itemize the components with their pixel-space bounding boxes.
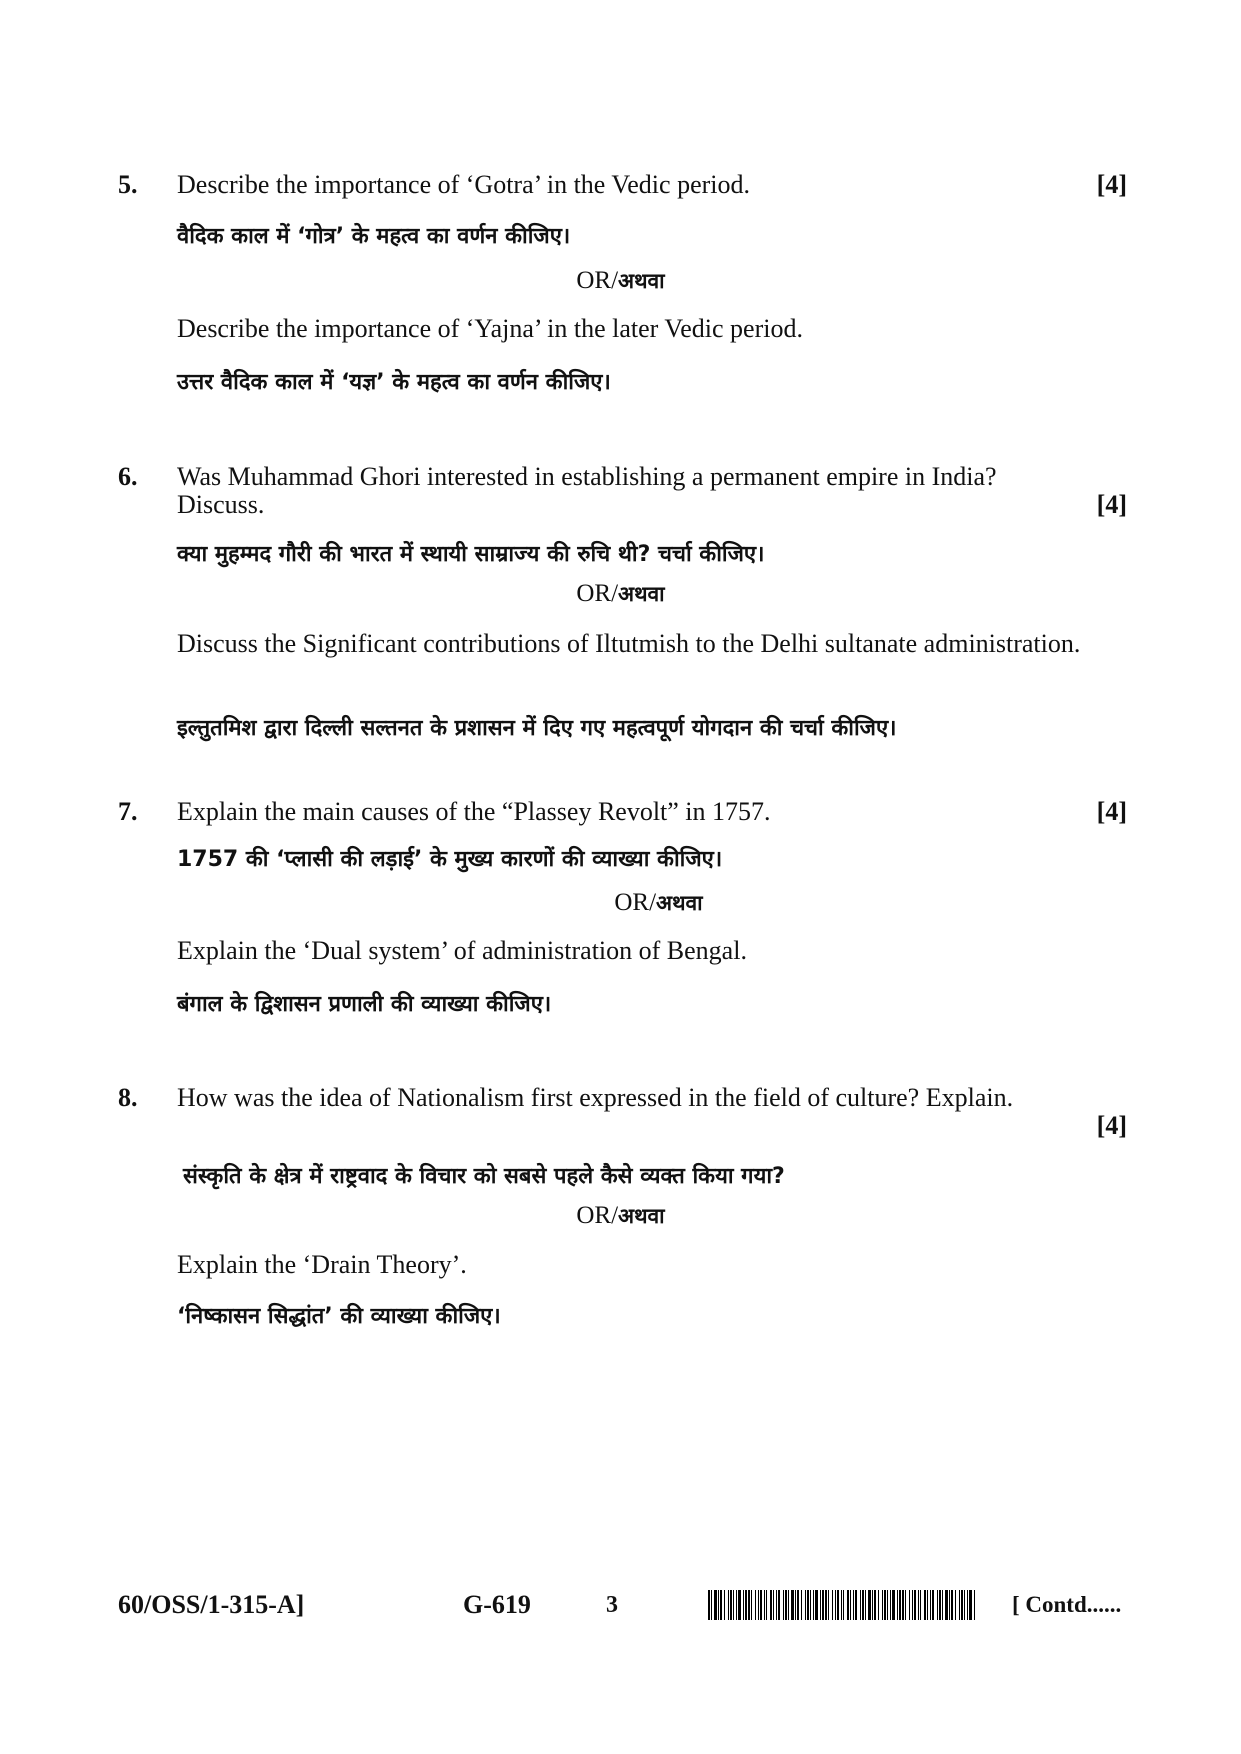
barcode-icon: [708, 1590, 978, 1620]
question-number: 6.: [118, 462, 138, 491]
question-text-hi: संस्कृति के क्षेत्र में राष्ट्रवाद के विचार को सबसे पहले कैसे व्यक्त किया गया?: [183, 1164, 785, 1189]
question-number: 8.: [118, 1083, 138, 1112]
question-text-en-line1: Was Muhammad Ghori interested in establishing a permanent empire in India?: [177, 462, 997, 491]
contd-label: [ Contd......: [1012, 1592, 1122, 1617]
marks: [4]: [1096, 1111, 1127, 1140]
alternative-text-hi: इल्तुतमिश द्वारा दिल्ली सल्तनत के प्रशासन में दिए गए महत्वपूर्ण योगदान की चर्चा कीजिए।: [177, 716, 897, 741]
question-number: 5.: [118, 170, 138, 199]
alternative-text-hi: उत्तर वैदिक काल में ‘यज्ञ’ के महत्व का वर्णन कीजिए।: [177, 370, 611, 395]
marks: [4]: [1096, 797, 1127, 826]
page-number: 3: [606, 1592, 618, 1618]
alternative-text-en: Describe the importance of ‘Yajna’ in the later Vedic period.: [177, 314, 803, 343]
or-separator: OR/अथवा: [576, 1202, 665, 1229]
alternative-text-hi: ‘निष्कासन सिद्धांत’ की व्याख्या कीजिए।: [177, 1304, 501, 1329]
question-number: 7.: [118, 797, 138, 826]
footer-code: 60/OSS/1-315-A]: [118, 1590, 305, 1619]
or-separator: OR/अथवा: [576, 267, 665, 294]
or-separator: OR/अथवा: [576, 580, 665, 607]
alternative-text-en: Discuss the Significant contributions of Iltutmish to the Delhi sultanate administration.: [177, 629, 1081, 658]
or-separator: OR/अथवा: [614, 889, 703, 916]
alternative-text-en: Explain the ‘Drain Theory’.: [177, 1250, 467, 1279]
question-text-en: How was the idea of Nationalism first expressed in the field of culture? Explain.: [177, 1083, 1014, 1112]
question-text-hi: क्या मुहम्मद गौरी की भारत में स्थायी साम्राज्य की रुचि थी? चर्चा कीजिए।: [177, 542, 765, 567]
alternative-text-en: Explain the ‘Dual system’ of administration of Bengal.: [177, 936, 747, 965]
marks: [4]: [1096, 490, 1127, 519]
marks: [4]: [1096, 170, 1127, 199]
page-footer: [0, 1590, 1241, 1630]
question-text-en: Explain the main causes of the “Plassey Revolt” in 1757.: [177, 797, 771, 826]
footer-paper-code: G-619: [463, 1590, 531, 1619]
question-text-en: Describe the importance of ‘Gotra’ in the Vedic period.: [177, 170, 750, 199]
question-text-hi: वैदिक काल में ‘गोत्र’ के महत्व का वर्णन कीजिए।: [177, 224, 571, 249]
alternative-text-hi: बंगाल के द्विशासन प्रणाली की व्याख्या कीजिए।: [177, 992, 552, 1017]
question-text-hi: 1757 की ‘प्लासी की लड़ाई’ के मुख्य कारणों की व्याख्या कीजिए।: [177, 847, 723, 872]
question-text-en-line2: Discuss.: [177, 490, 265, 519]
